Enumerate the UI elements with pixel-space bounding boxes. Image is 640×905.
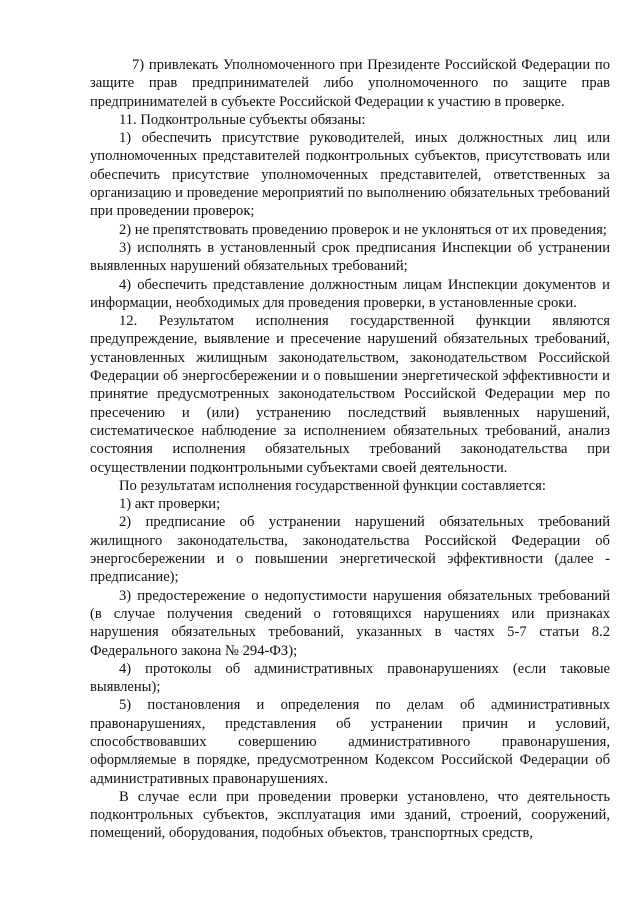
paragraph-result-4: 4) протоколы об административных правонарушениях (если таковые выявлены); — [90, 660, 610, 696]
paragraph-item-7-ombudsman: 7) привлекать Уполномоченного при Президенте Российской Федерации по защите прав предпринимателей либо уполномоченного по защите прав предпринимателей в субъекте Российской Федерации к участию в проверке. — [90, 57, 610, 110]
paragraph-result-3: 3) предостережение о недопустимости нарушения обязательных требований (в случае получения сведений о готовящихся нарушениях или признаках нарушения обязательных требований, указанных в частях 5-7 статьи 8.2 Федерального закона № 294-ФЗ); — [90, 587, 610, 659]
paragraph-obligation-4: 4) обеспечить представление должностным лицам Инспекции документов и информации, необходимых для проведения проверки, в установленные сроки. — [90, 276, 610, 311]
paragraph-results-intro: По результатам исполнения государственной функции составляется: — [119, 477, 546, 494]
document-page — [90, 56, 610, 843]
paragraph-result-2: 2) предписание об устранении нарушений обязательных требований жилищного законодательства, законодательства Российской Федерации об энергосбережении и о повышении энергетической эффективности (далее - предписание); — [90, 514, 610, 586]
paragraph-section-12: 12. Результатом исполнения государственной функции являются предупреждение, выявление и пресечение нарушений обязательных требований, установленных жилищным законодательством, законодательством Российской Федерации об энергосбережении и о повышении энергетической эффективности и принятие предусмотренных законодательством Российской Федерации мер по пресечению и (или) устранению последствий выявленных нарушений, систематическое наблюдение за исполнением обязательных требований, анализ состояния исполнения обязательных требований законодательства при осуществлении подконтрольными субъектами своей деятельности. — [90, 313, 610, 476]
paragraph-result-5: 5) постановления и определения по делам об административных правонарушениях, представления об устранении причин и условий, способствовавших совершению административного правонарушения, оформляемые в порядке, предусмотренном Кодексом Российской Федерации об административных правонарушениях. — [90, 697, 610, 787]
paragraph-case-violation: В случае если при проведении проверки установлено, что деятельность подконтрольных субъектов, эксплуатация ими зданий, строений, сооружений, помещений, оборудования, подобных объектов, транспортных средств, — [90, 788, 610, 842]
paragraph-result-1: 1) акт проверки; — [119, 496, 221, 513]
paragraph-obligation-3: 3) исполнять в установленный срок предписания Инспекции об устранении выявленных нарушений обязательных требований; — [90, 239, 610, 275]
paragraph-obligation-2: 2) не препятствовать проведению проверок и не уклоняться от их проведения; — [119, 221, 607, 238]
paragraph-obligation-1: 1) обеспечить присутствие руководителей, иных должностных лиц или уполномоченных представителей подконтрольных субъектов, присутствовать или обеспечить присутствие уполномоченных представителей, ответственных за организацию и проведение мероприятий по выполнению обязательных требований при проведении проверок; — [90, 130, 610, 220]
paragraph-section-11-heading: 11. Подконтрольные субъекты обязаны: — [119, 111, 366, 128]
